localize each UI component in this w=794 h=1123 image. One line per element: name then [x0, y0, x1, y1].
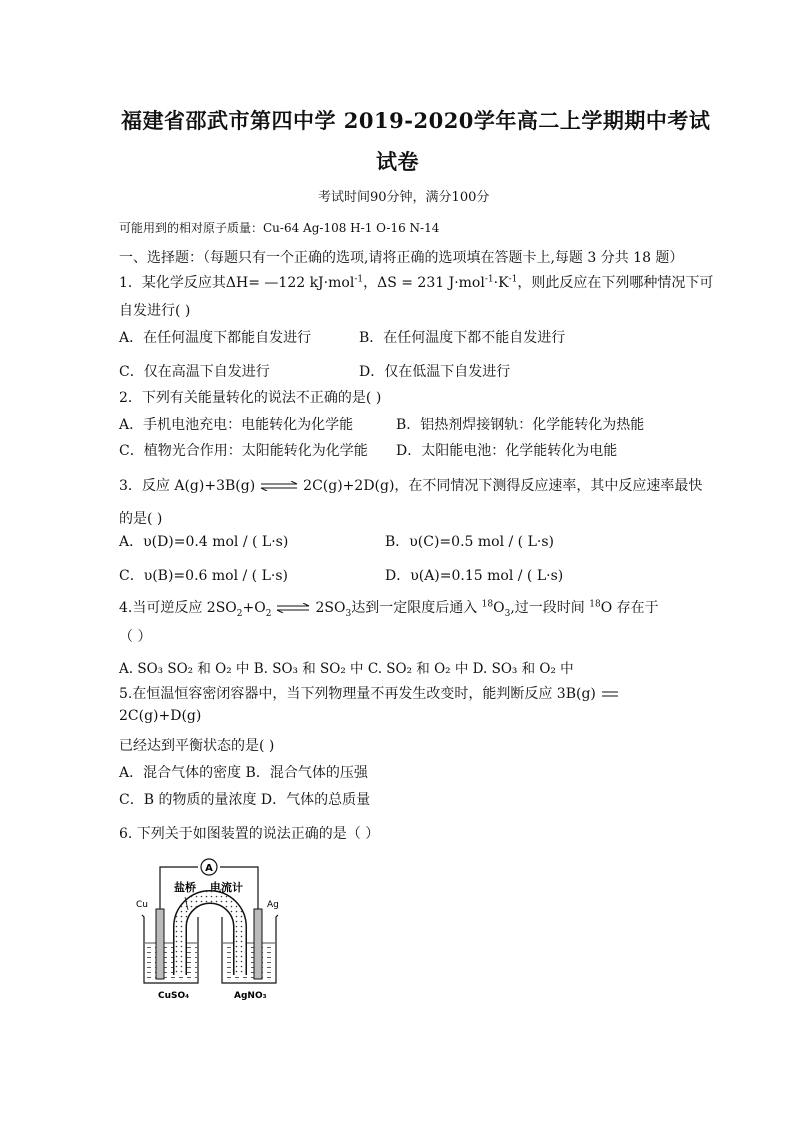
q3-option-a: A．υ(D)=0.4 mol / ( L·s) — [119, 534, 289, 550]
q3-option-b: B．υ(C)=0.5 mol / ( L·s) — [385, 534, 554, 550]
q5-options-cd: C．B 的物质的量浓度 D．气体的总质量 — [119, 792, 371, 808]
q5-stem-line2: 2C(g)+D(g) — [119, 708, 202, 724]
q4-options: A. SO₃ SO₂ 和 O₂ 中 B. SO₃ 和 SO₂ 中 C. SO₂ 和 O₂ 中 D. SO₃ 和 O₂ 中 — [119, 661, 574, 677]
q4-stem: 4.当可逆反应 $2SO_2+O_2$ $2SO_3$达到一定限度后通入 $^{18}O_3$,过一段时间 $^{18}$O 存在于 — [119, 599, 659, 619]
reversible-arrow-icon — [600, 689, 620, 699]
q1-stem-line2: 自发进行( ) — [119, 303, 191, 319]
galvanometer-label: 电流计 — [210, 881, 243, 894]
q1-option-b: B．在任何温度下都不能自发进行 — [359, 330, 566, 346]
cuso4-label: CuSO₄ — [158, 991, 190, 1001]
reversible-arrow-icon — [259, 481, 299, 491]
q5-options-ab: A．混合气体的密度 B．混合气体的压强 — [119, 765, 368, 781]
agno3-label: AgNO₃ — [234, 991, 267, 1001]
exam-info: 考试时间90分钟，满分100分 — [318, 190, 490, 205]
q1-stem: 1．某化学反应其ΔH= —122 kJ·mol$^{-1}$，ΔS = 231 $J\cdot mol^{-1}\cdot K^{-1}$，则此反应在下列哪种情况下可 — [119, 274, 714, 291]
q5-stem-line3: 已经达到平衡状态的是( ) — [119, 738, 275, 754]
atomic-masses: 可能用到的相对原子质量：Cu-64 Ag-108 H-1 O-16 N-14 — [119, 221, 440, 235]
q2-option-d: D．太阳能电池：化学能转化为电能 — [396, 443, 618, 459]
q1-option-c: C．仅在高温下自发进行 — [119, 364, 270, 380]
q3-stem: 3．反应 A(g)+3B(g) 2C(g)+2D(g)，在不同情况下测得反应速率，其中反应速率最快 — [119, 478, 703, 494]
q6-stem: 6. 下列关于如图装置的说法正确的是（ ） — [119, 826, 380, 842]
galvanic-cell-figure — [130, 855, 300, 1005]
q5-stem: 5.在恒温恒容密闭容器中，当下列物理量不再发生改变时，能判断反应 3B(g) — [119, 683, 624, 703]
svg-text:A: A — [205, 863, 213, 874]
q2-option-a: A．手机电池充电：电能转化为化学能 — [119, 417, 354, 433]
q4-stem-line2: （ ） — [119, 629, 152, 645]
cu-label: Cu — [136, 900, 148, 910]
ag-label: Ag — [267, 900, 279, 910]
q3-option-c: C．υ(B)=0.6 mol / ( L·s) — [119, 568, 288, 584]
salt-bridge-label: 盐桥 — [174, 881, 196, 894]
q1-option-a: A．在任何温度下都能自发进行 — [119, 330, 312, 346]
q3-stem-line2: 的是( ) — [119, 511, 163, 527]
q2-option-b: B．铝热剂焊接钢轨：化学能转化为热能 — [396, 417, 645, 433]
q3-option-d: D．υ(A)=0.15 mol / ( L·s) — [385, 568, 564, 584]
q1-option-d: D．仅在低温下自发进行 — [359, 364, 511, 380]
page-title-line1: 福建省邵武市第四中学 2019-2020学年高二上学期期中考试 — [121, 108, 711, 133]
q2-option-c: C．植物光合作用：太阳能转化为化学能 — [119, 443, 368, 459]
section-heading: 一、选择题：（每题只有一个正确的选项,请将正确的选项填在答题卡上,每题 3 分共 18 题） — [119, 250, 684, 266]
reversible-arrow-icon — [275, 603, 311, 613]
q2-stem: 2．下列有关能量转化的说法不正确的是( ) — [119, 390, 382, 406]
page-title-line2: 试卷 — [376, 149, 419, 174]
